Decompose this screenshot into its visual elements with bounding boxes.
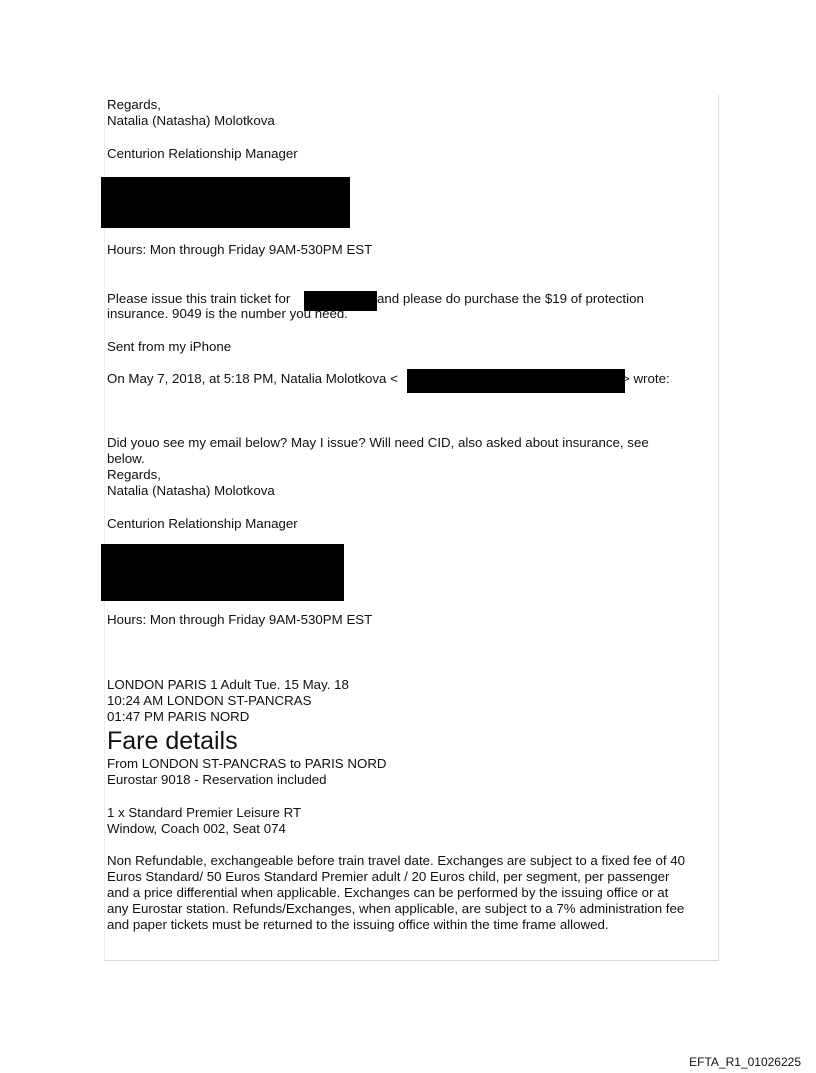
itinerary-route: LONDON PARIS 1 Adult Tue. 15 May. 18 bbox=[107, 677, 349, 692]
signature-hours: Hours: Mon through Friday 9AM-530PM EST bbox=[107, 242, 373, 257]
fare-conditions-line: Euros Standard/ 50 Euros Standard Premier adult / 20 Euros child, per segment, per passenger bbox=[107, 869, 670, 884]
sent-from: Sent from my iPhone bbox=[107, 339, 232, 354]
fare-train: Eurostar 9018 - Reservation included bbox=[107, 772, 327, 787]
quoted-hours: Hours: Mon through Friday 9AM-530PM EST bbox=[107, 612, 373, 627]
fare-conditions-line: any Eurostar station. Refunds/Exchanges, when applicable, are subject to a 7% administration fee bbox=[107, 901, 685, 916]
fare-seat: Window, Coach 002, Seat 074 bbox=[107, 821, 286, 836]
quoted-regards: Regards, bbox=[107, 467, 161, 482]
fare-details-heading: Fare details bbox=[107, 727, 238, 755]
document-id: EFTA_R1_01026225 bbox=[689, 1055, 801, 1069]
quoted-line-2: below. bbox=[107, 451, 145, 466]
quote-header-start: On May 7, 2018, at 5:18 PM, Natalia Molotkova < bbox=[107, 371, 398, 386]
fare-conditions-line: Non Refundable, exchangeable before train travel date. Exchanges are subject to a fixed fee of 40 bbox=[107, 853, 686, 868]
quote-header-end: > wrote: bbox=[622, 371, 670, 386]
reply-line-1-end: and please do purchase the $19 of protection bbox=[377, 291, 644, 306]
quoted-name: Natalia (Natasha) Molotkova bbox=[107, 483, 275, 498]
quoted-line-1: Did youo see my email below? May I issue? Will need CID, also asked about insurance, see bbox=[107, 435, 649, 450]
fare-conditions-line: and a price differential when applicable. Exchanges can be performed by the issuing office or at bbox=[107, 885, 669, 900]
signature-name: Natalia (Natasha) Molotkova bbox=[107, 113, 275, 128]
redaction-block bbox=[101, 177, 350, 228]
fare-from-to: From LONDON ST-PANCRAS to PARIS NORD bbox=[107, 756, 387, 771]
signature-title: Centurion Relationship Manager bbox=[107, 146, 298, 161]
fare-ticket: 1 x Standard Premier Leisure RT bbox=[107, 805, 302, 820]
itinerary-arrival: 01:47 PM PARIS NORD bbox=[107, 709, 250, 724]
redaction-block bbox=[407, 369, 625, 393]
quoted-title: Centurion Relationship Manager bbox=[107, 516, 298, 531]
itinerary-departure: 10:24 AM LONDON ST-PANCRAS bbox=[107, 693, 312, 708]
fare-conditions-line: and paper tickets must be returned to the issuing office within the time frame allowed. bbox=[107, 917, 609, 932]
reply-line-1 bbox=[107, 291, 290, 307]
reply-line-1-start: Please issue this train ticket for bbox=[107, 291, 291, 306]
reply-line-2: insurance. 9049 is the number you need. bbox=[107, 306, 348, 321]
signature-regards: Regards, bbox=[107, 97, 161, 112]
redaction-block bbox=[101, 544, 344, 601]
